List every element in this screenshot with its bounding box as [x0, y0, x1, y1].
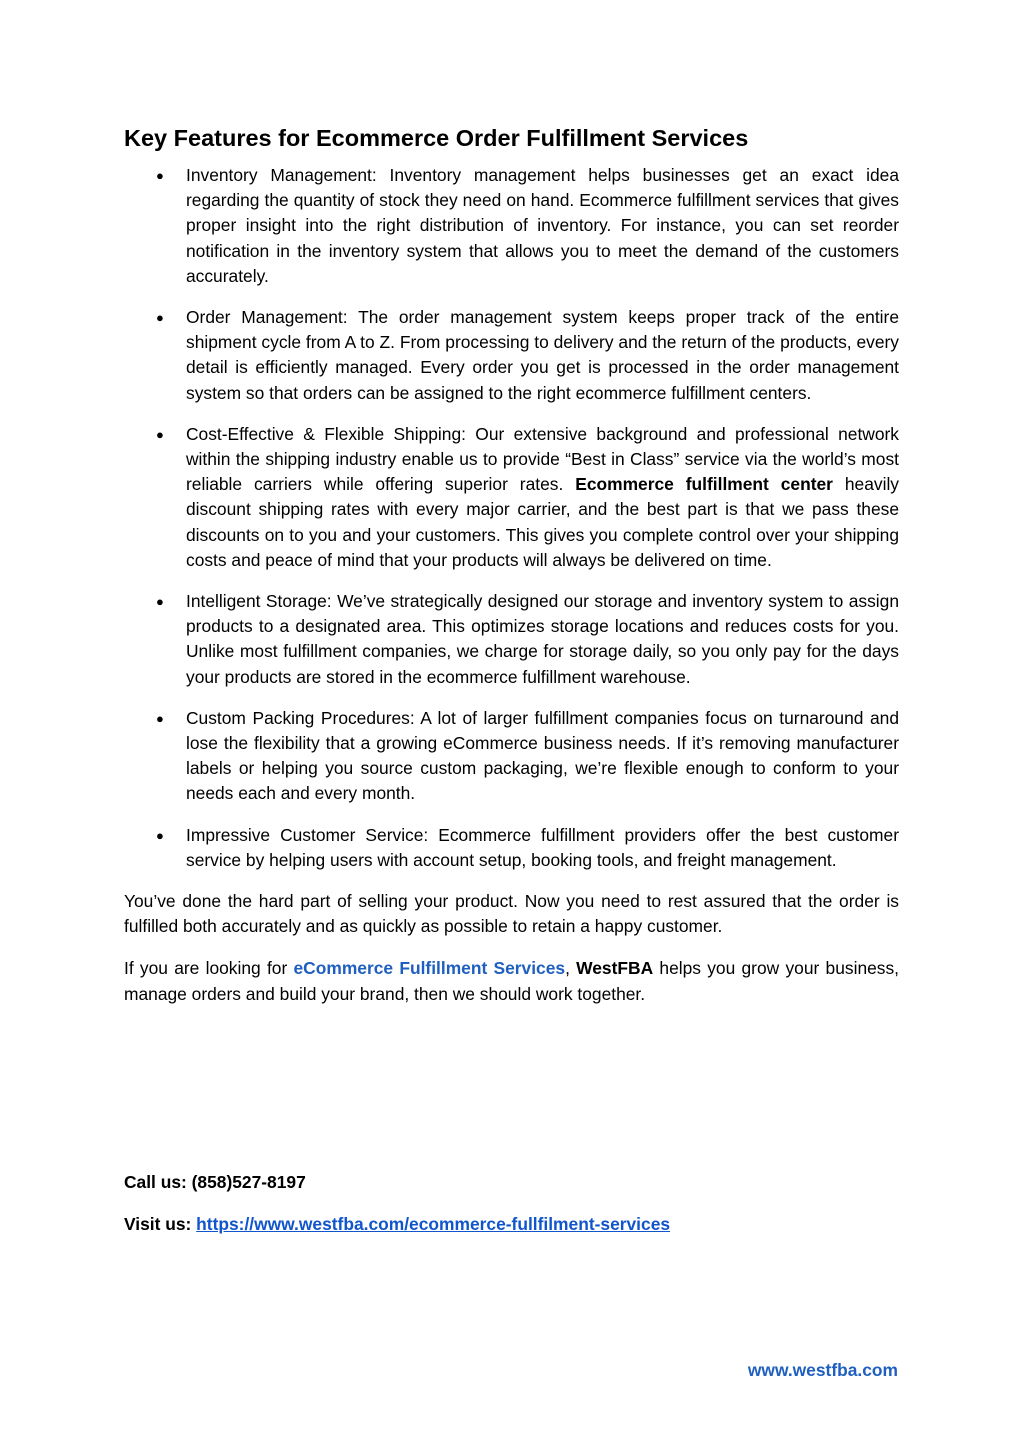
cta-text: helps you grow your business, manage orders and build your brand, then we should work together. — [124, 958, 900, 1004]
cta-text: If you are looking for — [124, 958, 294, 979]
bullet-icon: ● — [156, 310, 164, 326]
cta-text: , — [565, 958, 577, 979]
visit-us-line — [124, 1212, 899, 1237]
feature-item-shipping — [124, 422, 899, 573]
feature-text: Cost-Effective & Flexible Shipping: Our extensive background and professional network within the shipping industry enable us to provide “Best in Class” service via the world’s most reliable carriers while offering superior rates. — [186, 423, 899, 495]
feature-item-packing — [124, 706, 899, 807]
feature-list — [124, 163, 899, 873]
feature-item-inventory — [124, 163, 899, 289]
website-url-link[interactable]: https://www.westfba.com/ecommerce-fullfilment-services — [196, 1214, 671, 1234]
feature-bold-phrase: Ecommerce fulfillment center — [575, 474, 833, 495]
footer-site-link[interactable]: www.westfba.com — [747, 1360, 898, 1380]
bullet-icon: ● — [156, 827, 164, 843]
visit-us-label: Visit us: — [124, 1214, 197, 1234]
bullet-icon: ● — [156, 168, 164, 183]
call-us-line: Call us: (858)527-8197 — [124, 1172, 306, 1192]
feature-text: Intelligent Storage: We’ve strategically designed our storage and inventory system to assign products to a designated area. This optimizes storage locations and reduces costs for you. Unlike most fulfillment companies, we charge for storage daily, so you only pay for the days your products are stored in the ecommerce fulfillment warehouse. — [186, 591, 899, 687]
feature-text: heavily discount shipping rates with every major carrier, and the best part is that we pass these discounts on to you and your customers. This gives you complete control over your shipping costs and peace of mind that your products will always be delivered on time. — [186, 474, 900, 570]
bullet-icon: ● — [156, 710, 164, 726]
feature-item-order — [124, 305, 899, 406]
closing-paragraph: You’ve done the hard part of selling your product. Now you need to rest assured that the order is fulfilled both accurately and as quickly as possible to retain a happy customer. — [124, 891, 899, 937]
fulfillment-services-link[interactable]: eCommerce Fulfillment Services — [293, 958, 566, 979]
brand-name: WestFBA — [576, 958, 654, 979]
feature-text: Custom Packing Procedures: A lot of larger fulfillment companies focus on turnaround and lose the flexibility that a growing eCommerce business needs. If it’s removing manufacturer labels or helping you source custom packaging, we’re flexible enough to conform to your needs each and every month. — [186, 707, 899, 804]
bullet-icon: ● — [156, 426, 164, 442]
feature-item-storage — [124, 589, 899, 690]
document-body — [124, 120, 899, 1024]
cta-paragraph — [124, 956, 899, 1006]
feature-text: Order Management: The order management system keeps proper track of the entire shipment cycle from A to Z. From processing to delivery and the return of the products, every detail is efficiently managed. Every order you get is processed in the order management system so that orders can be assigned to the right ecommerce fulfillment centers. — [186, 307, 899, 403]
feature-text: Inventory Management: Inventory management helps businesses get an exact idea regarding the quantity of stock they need on hand. Ecommerce fulfillment services that gives proper insight into the right distribution of inventory. For instance, you can set reorder notification in the inventory system that allows you to meet the demand of the customers accurately. — [186, 165, 899, 286]
feature-item-customer-service — [124, 823, 899, 873]
feature-text: Impressive Customer Service: Ecommerce fulfillment providers offer the best customer service by helping users with account setup, booking tools, and freight management. — [186, 824, 899, 870]
page-title: Key Features for Ecommerce Order Fulfillment Services — [124, 125, 749, 151]
bullet-icon: ● — [156, 594, 164, 610]
